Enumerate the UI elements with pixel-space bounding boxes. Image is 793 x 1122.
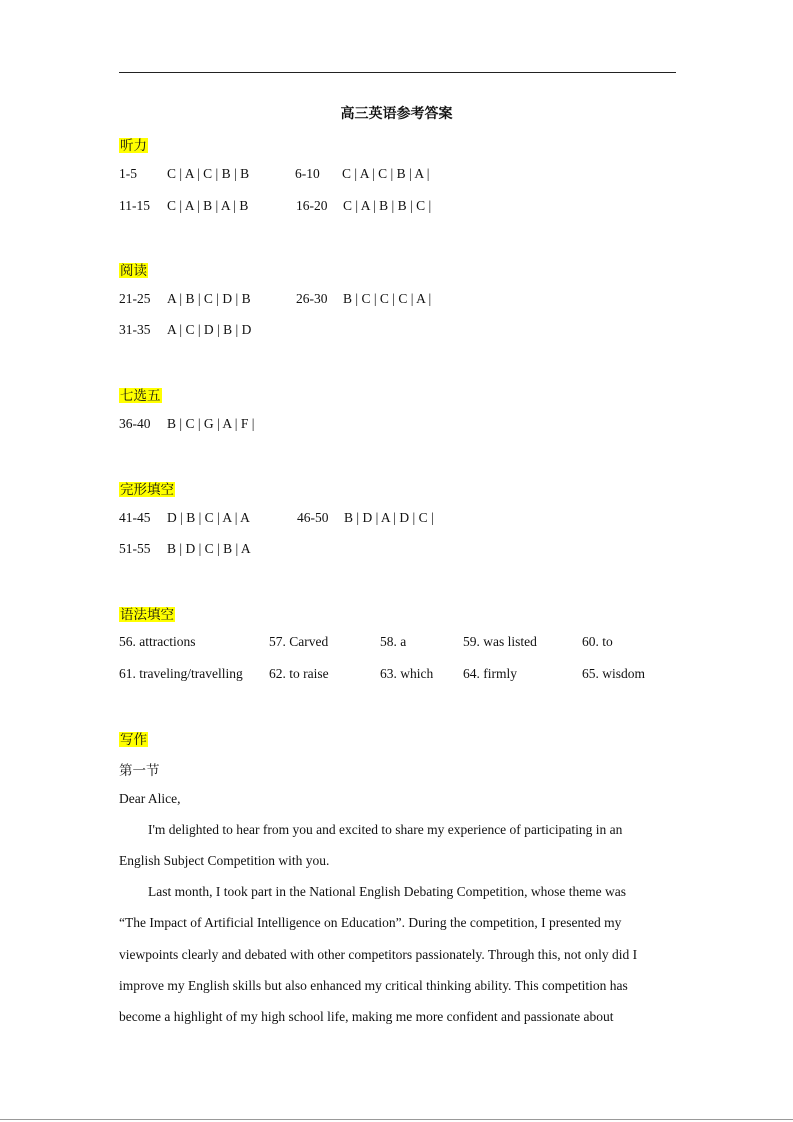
answer-group: C | A | B | B | C | bbox=[343, 198, 432, 213]
heading-text: 阅读 bbox=[120, 263, 147, 278]
grammar-answer: 63. which bbox=[380, 666, 434, 681]
grammar-answer: 64. firmly bbox=[463, 666, 517, 681]
answer-group: B | C | C | C | A | bbox=[343, 291, 432, 306]
grammar-answer: 59. was listed bbox=[463, 634, 537, 649]
answer-range: 26-30 bbox=[296, 291, 328, 306]
heading-text: 听力 bbox=[120, 138, 147, 153]
answer-range: 51-55 bbox=[119, 541, 151, 556]
letter-line: I'm delighted to hear from you and excited to share my experience of participating in an bbox=[148, 822, 623, 837]
letter-line: improve my English skills but also enhanced my critical thinking ability. This competition has bbox=[119, 978, 628, 993]
letter-salutation: Dear Alice, bbox=[119, 791, 181, 806]
page-title: 高三英语参考答案 bbox=[340, 107, 453, 122]
heading-text: 完形填空 bbox=[120, 482, 174, 497]
answer-range: 46-50 bbox=[297, 510, 329, 525]
grammar-answer: 58. a bbox=[380, 634, 407, 649]
letter-line: Last month, I took part in the National English Debating Competition, whose theme was bbox=[148, 884, 627, 899]
letter-line: viewpoints clearly and debated with other competitors passionately. Through this, not only did I bbox=[119, 947, 638, 962]
answer-group: B | D | A | D | C | bbox=[344, 510, 434, 525]
answer-range: 31-35 bbox=[119, 322, 151, 337]
grammar-answer: 65. wisdom bbox=[582, 666, 646, 681]
answer-range: 1-5 bbox=[119, 166, 137, 181]
letter-line: “The Impact of Artificial Intelligence on Education”. During the competition, I presented my bbox=[119, 915, 622, 930]
answer-group: D | B | C | A | A bbox=[167, 510, 250, 525]
answer-range: 41-45 bbox=[119, 510, 151, 525]
letter-line: become a highlight of my high school life, making me more confident and passionate about bbox=[119, 1009, 614, 1024]
answer-group: A | C | D | B | D bbox=[167, 322, 252, 337]
answer-range: 16-20 bbox=[296, 198, 328, 213]
answer-range: 21-25 bbox=[119, 291, 151, 306]
grammar-answer: 61. traveling/travelling bbox=[119, 666, 243, 681]
section-heading-reading bbox=[119, 259, 148, 279]
heading-text: 七选五 bbox=[120, 388, 161, 403]
section-heading-listening bbox=[119, 134, 148, 154]
answer-group: A | B | C | D | B bbox=[167, 291, 251, 306]
header-rule bbox=[119, 72, 676, 73]
section-heading-writing bbox=[119, 728, 148, 748]
answer-range: 36-40 bbox=[119, 416, 151, 431]
heading-text: 语法填空 bbox=[120, 607, 174, 622]
heading-text: 写作 bbox=[120, 732, 147, 747]
grammar-answer: 57. Carved bbox=[269, 634, 329, 649]
section-heading-seven-choose-five bbox=[119, 384, 162, 404]
answer-group: C | A | C | B | A | bbox=[342, 166, 430, 181]
page-edge bbox=[0, 1119, 793, 1120]
answer-range: 11-15 bbox=[119, 198, 150, 213]
answer-range: 6-10 bbox=[295, 166, 320, 181]
grammar-answer: 56. attractions bbox=[119, 634, 196, 649]
section-heading-cloze bbox=[119, 478, 175, 498]
answer-group: B | D | C | B | A bbox=[167, 541, 251, 556]
writing-part-label: 第一节 bbox=[119, 763, 160, 778]
grammar-answer: 62. to raise bbox=[269, 666, 329, 681]
grammar-answer: 60. to bbox=[582, 634, 613, 649]
letter-line: English Subject Competition with you. bbox=[119, 853, 330, 868]
answer-group: B | C | G | A | F | bbox=[167, 416, 255, 431]
answer-group: C | A | B | A | B bbox=[167, 198, 249, 213]
section-heading-grammar bbox=[119, 603, 175, 623]
answer-group: C | A | C | B | B bbox=[167, 166, 250, 181]
